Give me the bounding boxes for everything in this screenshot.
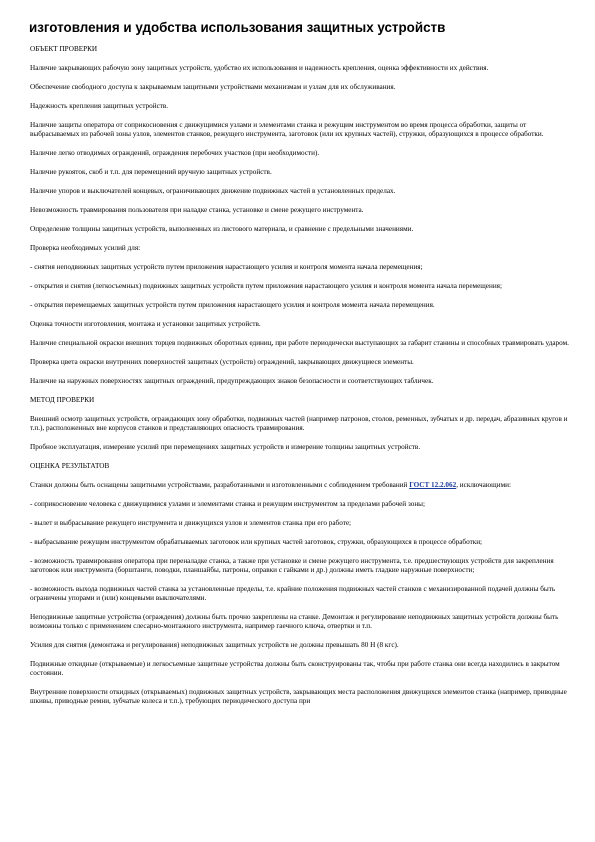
paragraph: Определение толщины защитных устройств, выполненных из листового материала, и сравнение с предельными значениями. (30, 225, 414, 233)
intro-text-after: , исключающими: (456, 481, 511, 489)
paragraph: Внутренние поверхности откидных (открываемых) подвижных защитных устройств, закрывающих места расположения движущихся элементов станка (например, приводные шкивы, приводные ремни, зубчатые колеса и т.п.), требующих периодического доступа при (30, 688, 567, 705)
page-title: изготовления и удобства использования защитных устройств (29, 20, 446, 35)
list-item: - возможность выхода подвижных частей станка за установленные пределы, т.е. крайние положения подвижных частей станков с механизированной подачей должны быть ограничены упорами и (или) концевыми выключателями. (30, 585, 556, 602)
list-item: - снятия неподвижных защитных устройств путем приложения нарастающего усилия и контроля момента начала перемещения; (30, 263, 423, 271)
document-page (30, 20, 570, 716)
paragraph: Внешний осмотр защитных устройств, ограждающих зону обработки, подвижных частей (например патронов, столов, ременных, зубчатых и др. передач, абразивных кругов и т.п.), расположенных вне корпусов станков и представляющих опасность травмирования. (30, 415, 568, 432)
paragraph: Усилия для снятия (демонтажа и регулирования) неподвижных защитных устройств не должны превышать 80 Н (8 кгс). (30, 641, 399, 649)
paragraph: Наличие рукояток, скоб и т.п. для перемещений вручную защитных устройств. (30, 168, 272, 176)
list-item: - вылет и выбрасывание режущего инструмента и движущихся узлов и элементов станка при его работе; (30, 519, 352, 527)
paragraph: Обеспечение свободного доступа к закрываемым защитными устройствами механизмам и узлам для их обслуживания. (30, 83, 396, 91)
paragraph: Наличие упоров и выключателей концевых, ограничивающих движение подвижных частей в установленных пределах. (30, 187, 396, 195)
paragraph: Наличие закрывающих рабочую зону защитных устройств, удобство их использования и надежность крепления, оценка эффективности их действия. (30, 64, 489, 72)
paragraph: Проверка цвета окраски внутренних поверхностей защитных (устройств) ограждений, закрывающих движущиеся элементы. (30, 358, 414, 366)
paragraph: Неподвижные защитные устройства (ограждения) должны быть прочно закреплены на станке. Демонтаж и регулирование неподвижных защитных устройств должны быть возможны только с применением слесарно-монтажного инструмента, например гаечного ключа, отвертки и т.п. (30, 613, 559, 630)
paragraph: Надежность крепления защитных устройств. (30, 102, 169, 110)
list-item: - соприкосновение человека с движущимися узлами и элементами станка и режущим инструментом за пределами рабочей зоны; (30, 500, 426, 508)
list-item: - возможность травмирования оператора при переналадке станка, а также при установке и смене режущего инструмента, т.е. предшествующих устройств для закрепления заготовок или инструмента (борштанги, поводки, планшайбы, патроны, оправки с гайками и др.) должны иметь гладкие наружные поверхности; (30, 557, 554, 574)
section-heading-results: ОЦЕНКА РЕЗУЛЬТАТОВ (30, 462, 110, 470)
gost-link[interactable]: ГОСТ 12.2.062 (409, 481, 457, 489)
paragraph: Проверка необходимых усилий для: (30, 244, 141, 252)
paragraph: Наличие специальной окраски внешних торцев подвижных оборотных единиц, при работе периодически выступающих за габарит станины и способных травмировать ударом. (30, 339, 569, 347)
paragraph: Наличие на наружных поверхностях защитных ограждений, предупреждающих знаков безопасности и соответствующих табличек. (30, 377, 434, 385)
paragraph-with-link (30, 481, 570, 490)
list-item: - выбрасывание режущим инструментом обрабатываемых заготовок или крупных частей заготовок, стружки, образующихся в процессе обработки; (30, 538, 483, 546)
paragraph: Невозможность травмирования пользователя при наладке станка, установке и смене режущего инструмента. (30, 206, 364, 214)
paragraph: Наличие защиты оператора от соприкосновения с движущимися узлами и элементами станка и режущим инструментом во время процесса обработки, защиты от выбрасываемых из рабочей зоны узлов, элементов станков, режущего инструмента, заготовок (или их крупных частей), стружки, образующихся в процессе обработки. (30, 121, 544, 138)
section-heading-method: МЕТОД ПРОВЕРКИ (30, 396, 95, 404)
paragraph: Оценка точности изготовления, монтажа и установки защитных устройств. (30, 320, 261, 328)
list-item: - открытия и снятия (легкосъемных) подвижных защитных устройств путем приложения нарастающего усилия и контроля момента начала перемещения; (30, 282, 502, 290)
paragraph: Пробное эксплуатация, измерение усилий при перемещениях защитных устройств и измерение толщины защитных устройств. (30, 443, 421, 451)
paragraph: Подвижные откидные (открываемые) и легкосъемные защитные устройства должны быть сконструированы так, чтобы при работе станка они всегда находились в закрытом состоянии. (30, 660, 560, 677)
list-item: - открытия перемещаемых защитных устройств путем приложения нарастающего усилия и контроля момента начала перемещения. (30, 301, 435, 309)
intro-text-before: Станки должны быть оснащены защитными устройствами, разработанными и изготовленными с соблюдением требований (30, 481, 410, 489)
paragraph: Наличие легко отводимых ограждений, ограждения перебочих участков (при необходимости). (30, 149, 320, 157)
section-heading-object: ОБЪЕКТ ПРОВЕРКИ (30, 45, 98, 53)
